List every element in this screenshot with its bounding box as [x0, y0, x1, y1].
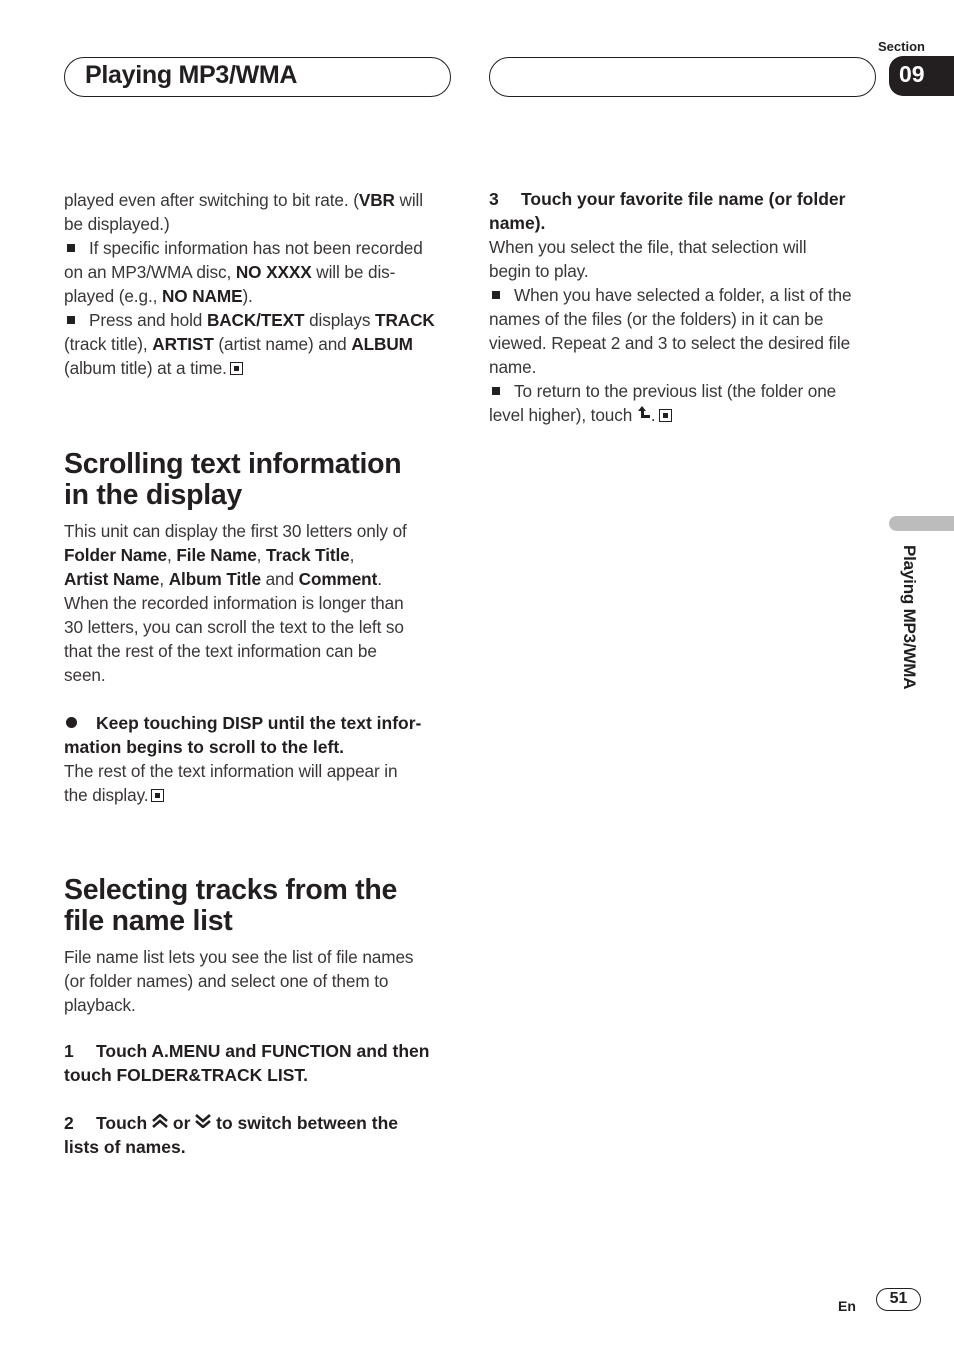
scrolling-section [64, 449, 452, 807]
double-chevron-down-icon [195, 1112, 211, 1136]
end-mark-icon [151, 789, 164, 802]
selecting-paragraph: File name list lets you see the list of file names (or folder names) and select one of them to playback. [64, 947, 414, 1015]
header-title-box [64, 57, 451, 97]
selecting-section [64, 875, 452, 1159]
selecting-step-2: 2 Touch or to switch between the lists of names. [64, 1113, 398, 1157]
bullet-square-icon [492, 387, 500, 395]
end-mark-icon [230, 362, 243, 375]
language-label: En [838, 1298, 856, 1314]
step-3: 3 Touch your favorite file name (or folder name). [489, 189, 846, 233]
side-tab [889, 516, 954, 531]
intro-text [64, 188, 452, 380]
step-3-text: When you select the file, that selection will begin to play. When you have selected a folder, a list of the names of the files (or the folders) in it can be viewed. Repeat 2 and 3 to select the desired file name. To return to the previous list (the folder one level higher), touch . [489, 235, 877, 428]
side-label: Playing MP3/WMA [900, 545, 919, 690]
end-mark-icon [659, 409, 672, 422]
bullet-square-icon [492, 291, 500, 299]
intro-paragraph: played even after switching to bit rate. (VBR will be displayed.) If specific information has not been recorded on an MP3/WMA disc, NO XXXX will be dis- played (e.g., NO NAME). Press and hold BACK/TEXT displays TRACK (track title), ARTIST (artist name) and ALBUM (album title) at a time. [64, 190, 435, 378]
selecting-step-1: 1 Touch A.MENU and FUNCTION and then touch FOLDER&TRACK LIST. [64, 1041, 430, 1085]
return-arrow-icon [637, 404, 651, 428]
bullet-square-icon [67, 316, 75, 324]
section-label: Section [878, 39, 925, 54]
right-column [489, 188, 877, 428]
scrolling-paragraph: This unit can display the first 30 letters only of Folder Name, File Name, Track Title, Artist Name, Album Title and Comment. When the recorded information is longer than 30 letters, you can scroll the text to the left so that the rest of the text information can be seen. [64, 521, 407, 685]
scrolling-heading: Scrolling text information in the display [64, 448, 402, 511]
header-title: Playing MP3/WMA [85, 61, 298, 89]
bullet-dot-icon [66, 717, 77, 728]
selecting-heading: Selecting tracks from the file name list [64, 874, 398, 937]
header-empty-box [489, 57, 876, 97]
bullet-square-icon [67, 244, 75, 252]
double-chevron-up-icon [152, 1112, 168, 1136]
scrolling-result: The rest of the text information will appear in the display. [64, 761, 398, 805]
page-number: 51 [876, 1288, 921, 1311]
section-number: 09 [889, 56, 954, 96]
scrolling-step: Keep touching DISP until the text infor- mation begins to scroll to the left. [64, 713, 422, 757]
